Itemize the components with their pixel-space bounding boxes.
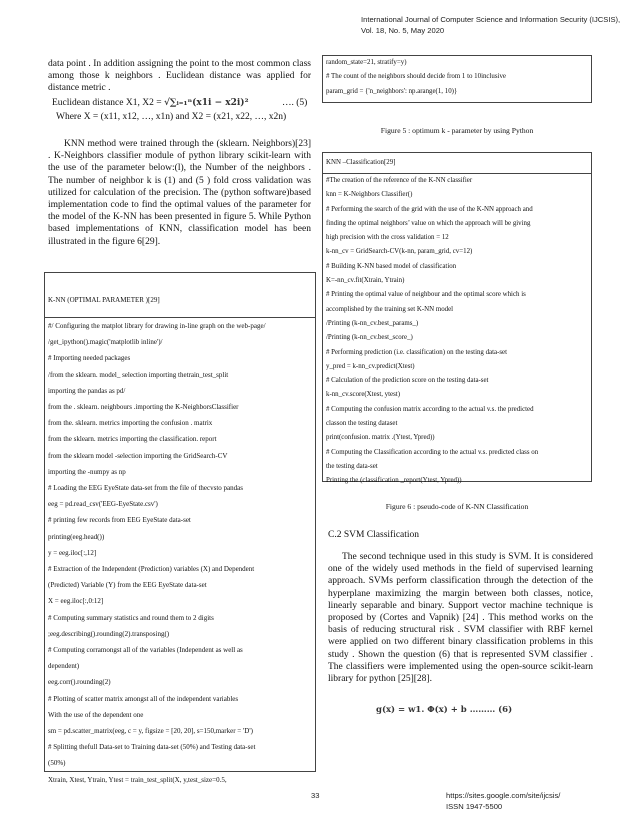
code-line: # Splitting thefull Data-set to Training data-set (50%) and Testing data-set [48, 743, 256, 752]
code-line: (50%) [48, 759, 66, 768]
code-line: importing the pandas as pd/ [48, 386, 126, 395]
code-lines [45, 317, 315, 788]
code-line: /from the sklearn. model_ selection importing thetrain_test_split [48, 370, 229, 379]
code-line: eeg = pd.read_csv('EEG-EyeState.csv') [48, 500, 158, 509]
code-line: the testing data-set [326, 462, 378, 470]
code-line: k-nn_cv.score(Xtest, ytest) [326, 391, 400, 399]
code-line: accomplished by the training set K-NN model [326, 305, 454, 313]
code-line: # Plotting of scatter matrix amongst all of the independent variables [48, 694, 239, 703]
code-line: # Computing corramongst all of the variables (Independent as well as [48, 646, 243, 655]
journal-title: International Journal of Computer Science and Information Security (IJCSIS), [361, 15, 621, 24]
code-line: # Computing summary statistics and round them to 2 digits [48, 613, 214, 622]
footer-url: https://sites.google.com/site/ijcsis/ [446, 791, 561, 800]
footer-info [446, 791, 560, 812]
equation-lhs: Euclidean distance X1, X2 = [52, 98, 162, 108]
footer-issn: ISSN 1947-5500 [446, 801, 503, 811]
code-line: ;eeg.describing().rounding(2).transposing() [48, 629, 170, 638]
code-line: #The creation of the reference of the K-NN classifier [326, 177, 473, 184]
code-line: eeg.corr().rounding(2) [48, 678, 111, 687]
code-line: dependent) [48, 662, 80, 671]
code-line: high precision with the cross validation = 12 [326, 234, 449, 242]
euclidean-equation [52, 98, 320, 112]
figure6-caption: Figure 6 : pseudo-code of K-NN Classification [385, 502, 529, 511]
code-box-title: K-NN (OPTIMAL PARAMETER )[29] [48, 296, 160, 304]
code-line: # printing few records from EEG EyeState data-set [48, 516, 191, 525]
code-line: y = eeg.iloc[:,12] [48, 548, 97, 557]
code-line: (Predicted) Variable (Y) from the EEG EyeState data-set [48, 581, 207, 590]
equation-number: …. (5) [282, 98, 308, 108]
journal-volume: Vol. 18, No. 5, May 2020 [361, 25, 445, 35]
knn-optimal-parameter-box [44, 272, 316, 784]
knn-classification-box [322, 152, 592, 485]
knn-box-title: KNN –Classification[29] [326, 159, 396, 166]
code-line: from the sklearn model -selection importing the GridSearch-CV [48, 451, 228, 460]
code-line: X = eeg.iloc[:,0:12] [48, 597, 104, 606]
svm-paragraph: The second technique used in this study is SVM. It is considered one of the widely used methods in the field of supervised learning approach. SVMs perform classification through the detection of the hyperplane maximizing the margin between both classes, notice, linearly separable and binary. Support vector machine technique is proposed by (Cortes and Vapnik) [24] . This method works on the basis of reducing structural risk . SVM classifier with RBF kernel were applied on two different binary classification problems in this study . Shown the question (6) that is represented SVM classifier . The classifiers were implemented using the open-source scikit-learn library for python [25][28]. [328, 552, 593, 685]
code-line: # Loading the EEG EyeState data-set from the file of thecvsto pandas [48, 484, 243, 493]
code-line: # Computing the Classification according to the actual v.s. predicted class on [326, 448, 539, 456]
code-line: classon the testing dataset [326, 420, 398, 428]
code-line: # Printing the optimal value of neighbour and the optimal score which is [326, 291, 526, 299]
intro-paragraph: data point . In addition assigning the point to the most common class among those k neighbors . Euclidean distance was applied for distance metric . [48, 59, 311, 94]
page-number: 33 [311, 791, 320, 800]
code-line: /Printing (k-nn_cv.best_params_) [326, 319, 419, 327]
code-line: # Importing needed packages [48, 354, 131, 363]
code-line: With the use of the dependent one [48, 710, 144, 719]
code-line: finding the optimal neighbors’ value on which the approach will be giving [326, 219, 531, 227]
code-line: /get_ipython().magic('matplotlib inline')/ [48, 338, 163, 347]
param-grid-box [322, 55, 592, 103]
code-line: #/ Configuring the matplot library for drawing in-line graph on the web-page/ [48, 322, 266, 330]
code-line: # Calculation of the prediction score on the testing data-set [326, 377, 489, 385]
code-line: /Printing (k-nn_cv.best_score_) [326, 334, 413, 342]
code-line: random_state=21, stratify=y) [326, 59, 407, 66]
param-grid-lines [323, 56, 591, 99]
code-line: from the . sklearn. neighbours .importing the K-NeighborsClassifier [48, 403, 239, 412]
equation-formula: √∑ᵢ₌₁ⁿ(x1i − x2i)² [163, 98, 249, 108]
code-line: sm = pd.scatter_matrix(eeg, c = y, figsize = [20, 20], s=150,marker = 'D') [48, 727, 253, 736]
code-line: # Building K-NN based model of classification [326, 262, 457, 270]
knn-paragraph: KNN method were trained through the (sklearn. Neighbors)[23] . K-Neighbors classifier module of python library scikit-learn with the use of the parameter below:(l), the Number of the neighbors . The number of neighbor k is (1) and (5 ) fold cross validation was utilized for calculation of the precision. The (python software)based implementation code to find the optimal values of the parameter for the model of the K-NN has been presented in figure 5. While Python based implementations of KNN, classification model has been illustrated in the figure 6[29]. [48, 139, 311, 247]
code-line: from the sklearn. metrics importing the classification. report [48, 435, 217, 444]
code-line: from the. sklearn. metrics importing the confusion . matrix [48, 419, 213, 428]
code-line: Xtrain, Xtest, Ytrain, Ytest = train_test_split(X, y,test_size=0.5, [48, 775, 227, 784]
code-line: # Extraction of the Independent (Prediction) variables (X) and Dependent [48, 565, 255, 574]
code-line: # Computing the confusion matrix according to the actual v.s. the predicted [326, 405, 534, 413]
code-line: y_pred = k-nn_cv.predict(Xtest) [326, 362, 415, 370]
code-line: importing the -numpy as np [48, 467, 126, 476]
code-line: # The count of the neighbors should decide from 1 to 10inclusive [326, 73, 506, 81]
code-box-header [45, 273, 315, 317]
section-heading: C.2 SVM Classification [328, 530, 420, 540]
knn-code-lines [323, 173, 591, 489]
code-line: print(confusion. matrix .(Ytest, Ypred)) [326, 434, 435, 442]
code-line: k-nn_cv = GridSearch-CV(k-nn, param_grid, cv=12) [326, 248, 473, 256]
code-line: param_grid = {'n_neighbors': np.arange(1, 10)} [326, 87, 458, 95]
journal-header [361, 15, 631, 36]
code-line: printing(eeg.head()) [48, 532, 105, 541]
code-line: knn = K-Neighbors Classifier() [326, 191, 413, 199]
svm-formula: g(x) = w1. Φ(x) + b ……… (6) [376, 705, 513, 715]
equation-where: Where X = (x11, x12, …, x1n) and X2 = (x21, x22, …, x2n) [56, 112, 287, 122]
figure5-caption: Figure 5 : optimum k - parameter by using Python [380, 126, 534, 135]
code-line: # Performing the search of the grid with the use of the K-NN approach and [326, 205, 533, 213]
code-line: Printing the (classification _report(Ytest, Ypred)) [326, 477, 462, 485]
code-line: K=-nn_cv.fit(Xtrain, Ytrain) [326, 277, 405, 285]
code-line: # Performing prediction (i.e. classification) on the testing data-set [326, 348, 508, 356]
